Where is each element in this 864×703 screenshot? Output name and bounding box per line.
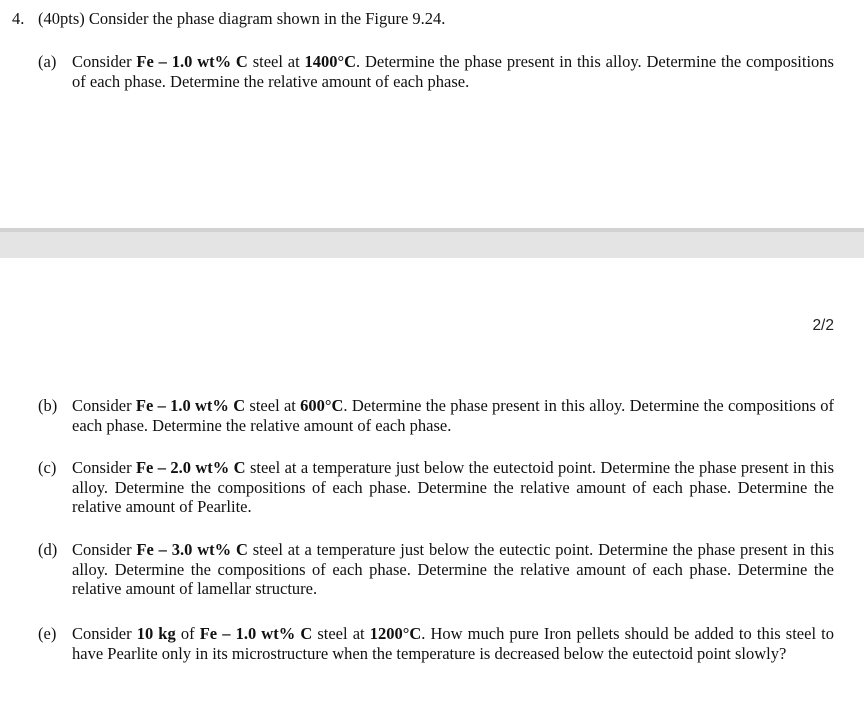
alloy-composition: Fe – 3.0 wt% C: [136, 540, 248, 559]
alloy-composition: Fe – 1.0 wt% C: [199, 624, 313, 643]
text-run: Consider: [72, 458, 136, 477]
text-run: . How much pure Iron pellets should be added to this steel to have Pearlite only in its microstructure when the temperature is decreased below the eutectoid point slowly?: [72, 624, 834, 663]
text-run: Consider: [72, 52, 137, 71]
question-number: 4.: [12, 9, 25, 28]
temperature: 1400°C: [304, 52, 357, 71]
part-a-text: [72, 52, 834, 91]
part-c-text: [72, 458, 834, 517]
alloy-composition: Fe – 1.0 wt% C: [136, 52, 248, 71]
text-run: steel at a temperature just below the eutectic point. Determine the phase present in this alloy. Determine the compositions of each phase. Determine the relative amount of each phase. Determine the relative amount of lamellar structure.: [72, 540, 834, 598]
page-separator: [0, 228, 864, 258]
part-c-label: (c): [38, 458, 57, 477]
text-run: steel at: [247, 52, 305, 71]
part-a: [38, 52, 834, 91]
part-b-text: [72, 396, 834, 435]
text-run: . Determine the phase present in this alloy. Determine the compositions of each phase. Determine the relative amount of each phase.: [72, 52, 834, 91]
part-d-label: (d): [38, 540, 58, 559]
part-e: [38, 624, 834, 663]
page-indicator: 2/2: [812, 317, 834, 334]
question-text: (40pts) Consider the phase diagram shown in the Figure 9.24.: [38, 9, 446, 28]
text-run: . Determine the phase present in this alloy. Determine the compositions of each phase. Determine the relative amount of each phase.: [72, 396, 834, 435]
text-run: Consider: [72, 540, 137, 559]
text-run: Consider: [72, 624, 137, 643]
mass-value: 10 kg: [136, 624, 176, 643]
document-page-1: [0, 0, 864, 228]
text-run: steel at: [245, 396, 301, 415]
part-b-label: (b): [38, 396, 58, 415]
text-run: Consider: [72, 396, 136, 415]
question-heading: [12, 9, 445, 29]
part-d: [38, 540, 834, 599]
part-d-text: [72, 540, 834, 599]
part-b: [38, 396, 834, 435]
part-e-label: (e): [38, 624, 57, 643]
page-separator-shadow: [0, 228, 864, 232]
part-c: [38, 458, 834, 517]
part-e-text: [72, 624, 834, 663]
text-run: steel at a temperature just below the eutectoid point. Determine the phase present in this alloy. Determine the compositions of each phase. Determine the relative amount of each phase. Determine the relative amount of Pearlite.: [72, 458, 834, 516]
temperature: 600°C: [300, 396, 344, 415]
text-run: of: [175, 624, 200, 643]
alloy-composition: Fe – 1.0 wt% C: [135, 396, 246, 415]
temperature: 1200°C: [369, 624, 422, 643]
part-a-label: (a): [38, 52, 57, 71]
text-run: steel at: [312, 624, 370, 643]
alloy-composition: Fe – 2.0 wt% C: [135, 458, 246, 477]
